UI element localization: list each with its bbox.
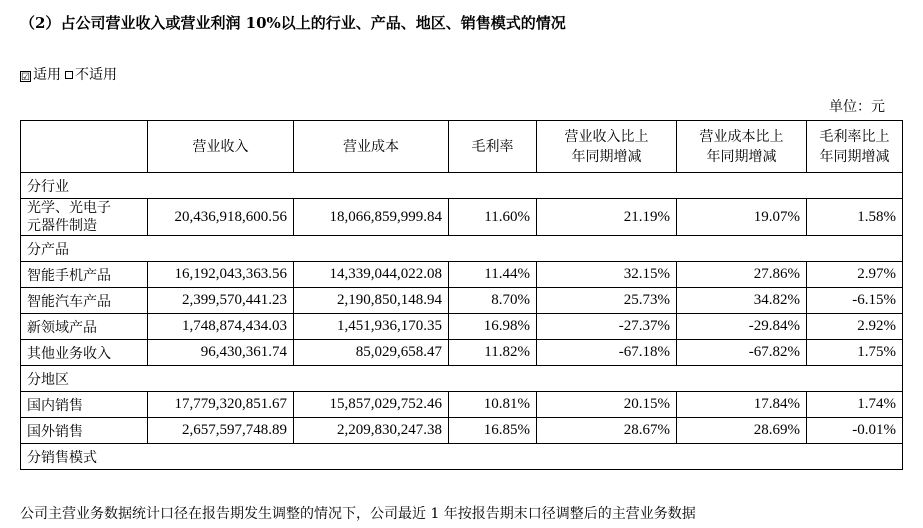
cell-cost-change: 17.84% bbox=[677, 392, 807, 418]
header-cost: 营业成本 bbox=[294, 121, 449, 173]
row-name: 光学、光电子 元器件制造 bbox=[21, 199, 148, 236]
cell-revenue: 96,430,361.74 bbox=[148, 340, 294, 366]
section-row-industry bbox=[21, 173, 903, 199]
cell-margin-change: -6.15% bbox=[807, 288, 903, 314]
cell-margin-change: 2.92% bbox=[807, 314, 903, 340]
applicability-line bbox=[20, 64, 117, 84]
cell-margin: 16.85% bbox=[449, 418, 537, 444]
cell-cost-change: 27.86% bbox=[677, 262, 807, 288]
applicable-label: 适用 bbox=[33, 67, 61, 83]
row-name: 新领域产品 bbox=[21, 314, 148, 340]
section-label: 分行业 bbox=[21, 173, 903, 199]
section-label: 分产品 bbox=[21, 236, 903, 262]
section-row-region bbox=[21, 366, 903, 392]
cell-revenue: 16,192,043,363.56 bbox=[148, 262, 294, 288]
section-heading bbox=[20, 12, 566, 33]
heading-text: 占公司营业收入或营业利润 10%以上的行业、产品、地区、销售模式的情况 bbox=[60, 14, 566, 32]
checked-box-icon: ☑ bbox=[21, 72, 30, 83]
table-row bbox=[21, 340, 903, 366]
heading-prefix: （2） bbox=[20, 14, 61, 32]
table-row bbox=[21, 392, 903, 418]
cell-cost: 18,066,859,999.84 bbox=[294, 199, 449, 236]
section-label: 分地区 bbox=[21, 366, 903, 392]
cell-cost: 1,451,936,170.35 bbox=[294, 314, 449, 340]
cell-margin-change: 1.74% bbox=[807, 392, 903, 418]
cell-margin-change: 2.97% bbox=[807, 262, 903, 288]
cell-margin: 10.81% bbox=[449, 392, 537, 418]
unit-label: 单位：元 bbox=[829, 99, 885, 115]
cell-cost-change: 19.07% bbox=[677, 199, 807, 236]
cell-revenue-change: -27.37% bbox=[537, 314, 677, 340]
header-margin: 毛利率 bbox=[449, 121, 537, 173]
unchecked-box-icon bbox=[65, 71, 73, 79]
row-name: 智能汽车产品 bbox=[21, 288, 148, 314]
section-label: 分销售模式 bbox=[21, 444, 903, 470]
section-row-sales-mode bbox=[21, 444, 903, 470]
row-name: 国外销售 bbox=[21, 418, 148, 444]
cell-margin: 11.82% bbox=[449, 340, 537, 366]
cell-revenue: 1,748,874,434.03 bbox=[148, 314, 294, 340]
header-blank bbox=[21, 121, 148, 173]
cell-margin-change: 1.58% bbox=[807, 199, 903, 236]
cell-revenue-change: 32.15% bbox=[537, 262, 677, 288]
section-row-product bbox=[21, 236, 903, 262]
header-revenue: 营业收入 bbox=[148, 121, 294, 173]
cell-margin: 16.98% bbox=[449, 314, 537, 340]
cell-revenue: 17,779,320,851.67 bbox=[148, 392, 294, 418]
cell-cost: 2,209,830,247.38 bbox=[294, 418, 449, 444]
cell-cost-change: 28.69% bbox=[677, 418, 807, 444]
header-cost-change: 营业成本比上 年同期增减 bbox=[677, 121, 807, 173]
cell-margin-change: 1.75% bbox=[807, 340, 903, 366]
cell-cost: 2,190,850,148.94 bbox=[294, 288, 449, 314]
cell-cost-change: -67.82% bbox=[677, 340, 807, 366]
cell-revenue-change: 21.19% bbox=[537, 199, 677, 236]
cell-cost: 14,339,044,022.08 bbox=[294, 262, 449, 288]
cell-revenue: 2,657,597,748.89 bbox=[148, 418, 294, 444]
cell-margin-change: -0.01% bbox=[807, 418, 903, 444]
cell-revenue: 20,436,918,600.56 bbox=[148, 199, 294, 236]
cell-cost: 15,857,029,752.46 bbox=[294, 392, 449, 418]
cell-revenue-change: -67.18% bbox=[537, 340, 677, 366]
cell-cost: 85,029,658.47 bbox=[294, 340, 449, 366]
table-row bbox=[21, 262, 903, 288]
cell-revenue-change: 28.67% bbox=[537, 418, 677, 444]
table-row bbox=[21, 418, 903, 444]
header-margin-change: 毛利率比上 年同期增减 bbox=[807, 121, 903, 173]
not-applicable-label: 不适用 bbox=[75, 67, 117, 83]
row-name: 智能手机产品 bbox=[21, 262, 148, 288]
cell-margin: 8.70% bbox=[449, 288, 537, 314]
cell-revenue-change: 25.73% bbox=[537, 288, 677, 314]
table-row bbox=[21, 288, 903, 314]
cell-revenue-change: 20.15% bbox=[537, 392, 677, 418]
header-revenue-change: 营业收入比上 年同期增减 bbox=[537, 121, 677, 173]
cell-cost-change: 34.82% bbox=[677, 288, 807, 314]
table-row bbox=[21, 314, 903, 340]
cell-margin: 11.44% bbox=[449, 262, 537, 288]
row-name: 国内销售 bbox=[21, 392, 148, 418]
row-name: 其他业务收入 bbox=[21, 340, 148, 366]
cell-cost-change: -29.84% bbox=[677, 314, 807, 340]
business-breakdown-table bbox=[20, 120, 903, 470]
footnote-text: 公司主营业务数据统计口径在报告期发生调整的情况下，公司最近 1 年按报告期末口径调整后的主营业务数据 bbox=[20, 506, 696, 522]
cell-margin: 11.60% bbox=[449, 199, 537, 236]
table-row bbox=[21, 199, 903, 236]
header-row bbox=[21, 121, 903, 173]
cell-revenue: 2,399,570,441.23 bbox=[148, 288, 294, 314]
